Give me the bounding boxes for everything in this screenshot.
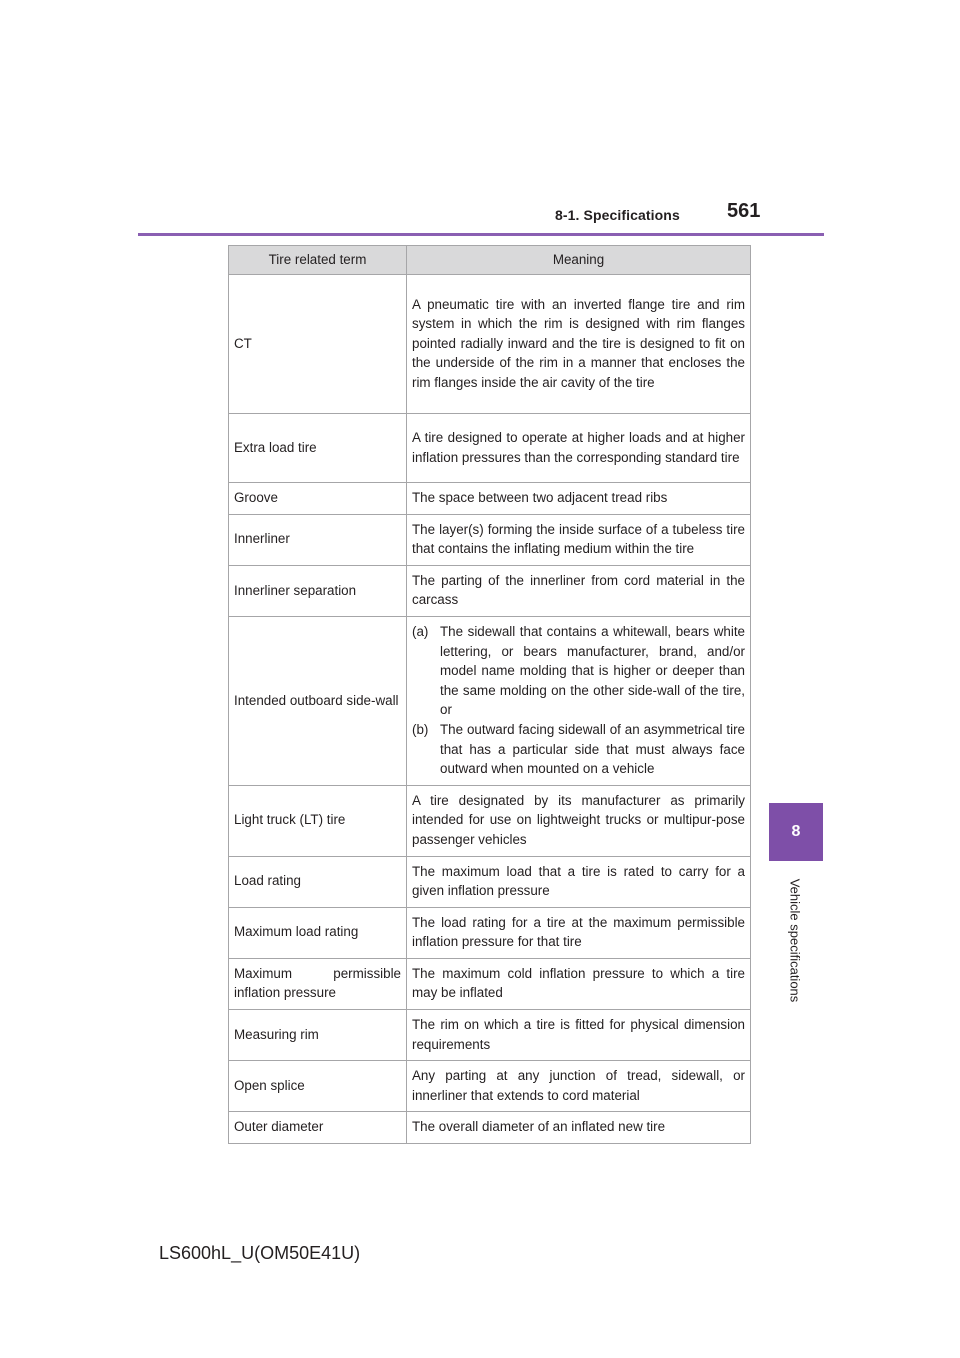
meaning-cell: The maximum load that a tire is rated to carry for a given inflation pressure: [407, 856, 751, 907]
column-header-meaning: Meaning: [407, 246, 751, 275]
list-text: The outward facing sidewall of an asymmetrical tire that has a particular side that must always face outward when mounted on a vehicle: [440, 721, 745, 777]
term-cell: Groove: [229, 483, 407, 515]
chapter-label: Vehicle specifications: [787, 878, 803, 1002]
term-cell: Maximum permissible inflation pressure: [229, 958, 407, 1009]
list-item: [412, 720, 745, 779]
chapter-tab: [769, 803, 823, 861]
term-cell: Innerliner: [229, 514, 407, 565]
section-title: 8-1. Specifications: [555, 207, 680, 223]
meaning-cell: The layer(s) forming the inside surface of a tubeless tire that contains the inflating medium within the tire: [407, 514, 751, 565]
table-row: [229, 907, 751, 958]
table-row: [229, 514, 751, 565]
meaning-cell: The load rating for a tire at the maximum permissible inflation pressure for that tire: [407, 907, 751, 958]
term-cell: Maximum load rating: [229, 907, 407, 958]
tire-terms-table: [228, 245, 751, 1144]
table-header-row: [229, 246, 751, 275]
meaning-cell: The parting of the innerliner from cord material in the carcass: [407, 565, 751, 616]
term-cell: Measuring rim: [229, 1010, 407, 1061]
meaning-cell: The maximum cold inflation pressure to which a tire may be inflated: [407, 958, 751, 1009]
list-marker: (a): [412, 623, 429, 639]
meaning-cell: The space between two adjacent tread ribs: [407, 483, 751, 515]
chapter-number: 8: [791, 823, 801, 840]
table-row: [229, 856, 751, 907]
list-item: [412, 622, 745, 720]
model-code-footer: LS600hL_U(OM50E41U): [159, 1243, 361, 1263]
table-row: [229, 483, 751, 515]
meaning-cell: A pneumatic tire with an inverted flange tire and rim system in which the rim is designed with rim flanges pointed radially inward and the tire is designed to fit on the underside of the rim in a manner that encloses the rim flanges inside the air cavity of the tire: [407, 275, 751, 414]
meaning-cell: The rim on which a tire is fitted for physical dimension requirements: [407, 1010, 751, 1061]
table-row: [229, 616, 751, 785]
meaning-cell: A tire designated by its manufacturer as primarily intended for use on lightweight trucks or multipur-pose passenger vehicles: [407, 785, 751, 856]
table-row: [229, 1112, 751, 1144]
list-text: The sidewall that contains a whitewall, bears white lettering, or bears manufacturer, brand, and/or model name molding that is higher or deeper than the same molding on the other side-wall of the tire, or: [440, 623, 745, 718]
term-cell: CT: [229, 275, 407, 414]
term-cell: Outer diameter: [229, 1112, 407, 1144]
meaning-cell: The overall diameter of an inflated new tire: [407, 1112, 751, 1144]
table-row: [229, 1010, 751, 1061]
column-header-term: Tire related term: [229, 246, 407, 275]
term-cell: Intended outboard side-wall: [229, 616, 407, 785]
chapter-label-container: [786, 870, 804, 1010]
meaning-cell: Any parting at any junction of tread, sidewall, or innerliner that extends to cord material: [407, 1061, 751, 1112]
header-divider: [138, 233, 824, 236]
term-cell: Load rating: [229, 856, 407, 907]
table-row: [229, 1061, 751, 1112]
list-marker: (b): [412, 721, 429, 737]
table-row: [229, 414, 751, 483]
table-row: [229, 958, 751, 1009]
meaning-cell: [407, 616, 751, 785]
table-row: [229, 785, 751, 856]
table-row: [229, 275, 751, 414]
term-cell: Open splice: [229, 1061, 407, 1112]
term-cell: Light truck (LT) tire: [229, 785, 407, 856]
term-cell: Extra load tire: [229, 414, 407, 483]
page-number: 561: [727, 200, 761, 222]
term-cell: Innerliner separation: [229, 565, 407, 616]
meaning-cell: A tire designed to operate at higher loads and at higher inflation pressures than the corresponding standard tire: [407, 414, 751, 483]
table-row: [229, 565, 751, 616]
